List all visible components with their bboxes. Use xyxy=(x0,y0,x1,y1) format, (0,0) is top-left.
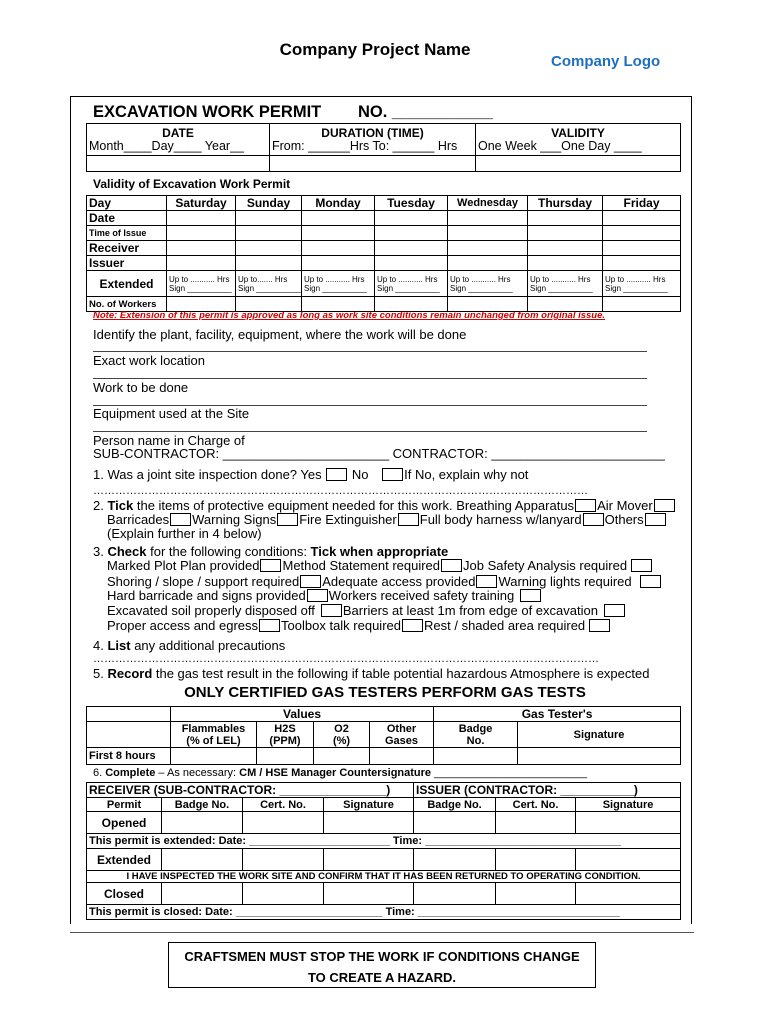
closed-receiver-signature[interactable] xyxy=(324,883,414,905)
opened-receiver-signature[interactable] xyxy=(324,812,414,834)
plant-line[interactable] xyxy=(93,351,647,352)
issuer-signature-col-header: Signature xyxy=(576,798,681,812)
q2-explain: (Explain further in 4 below) xyxy=(107,526,262,541)
pct-label: (%) xyxy=(332,734,351,747)
time-cell-wed[interactable] xyxy=(448,226,528,241)
date-label: DATE xyxy=(162,125,194,140)
weekly-validity-table xyxy=(86,195,681,312)
warning-line-1: CRAFTSMEN MUST STOP THE WORK IF CONDITIONS CHANGE xyxy=(184,949,580,964)
tuesday-header: Tuesday xyxy=(375,196,448,211)
permit-number: NO. ___________ xyxy=(357,103,493,121)
row-label-time-of-issue: Time of Issue xyxy=(87,226,167,241)
fire-extinguisher-label: Fire Extinguisher xyxy=(299,512,397,527)
equipment-line[interactable] xyxy=(93,431,647,432)
q5-num: 5. xyxy=(93,666,108,681)
validity-value: One Week ___One Day ____ xyxy=(478,138,642,153)
validity-heading: Validity of Excavation Work Permit xyxy=(93,177,291,191)
row-label-no-of-workers: No. of Workers xyxy=(87,297,167,312)
o2-header xyxy=(314,722,370,748)
closed-issuer-cert[interactable] xyxy=(496,883,576,905)
badge-label: Badge xyxy=(458,722,493,735)
jsa-checkbox[interactable] xyxy=(631,559,652,572)
h2s-value[interactable] xyxy=(257,748,314,765)
barricades-checkbox[interactable] xyxy=(170,513,191,526)
access-label: Adequate access provided xyxy=(322,574,476,589)
excavated-soil-label: Excavated soil properly disposed off xyxy=(107,603,315,618)
q3-bold2: Tick when appropriate xyxy=(310,544,449,559)
closed-issuer-badge[interactable] xyxy=(414,883,496,905)
question-1 xyxy=(93,467,528,482)
opened-receiver-cert[interactable] xyxy=(243,812,324,834)
saturday-header: Saturday xyxy=(167,196,236,211)
receiver-cert-col-header: Cert. No. xyxy=(243,798,324,812)
extended-upto: Up to ........... Hrs xyxy=(169,274,230,284)
form-bottom-rule xyxy=(70,932,694,933)
time-cell-sun[interactable] xyxy=(236,226,302,241)
opened-issuer-badge[interactable] xyxy=(414,812,496,834)
permit-title xyxy=(93,103,493,122)
work-label: Work to be done xyxy=(93,380,189,395)
issuer-cell-sun[interactable] xyxy=(236,256,302,271)
ppm-label: (PPM) xyxy=(269,734,301,747)
closed-label: Closed xyxy=(87,883,162,905)
receiver-cell-sat[interactable] xyxy=(167,241,236,256)
location-label: Exact work location xyxy=(93,353,205,368)
issuer-cell-sat[interactable] xyxy=(167,256,236,271)
badge-no-label: No. xyxy=(466,734,485,747)
q4-bold: List xyxy=(107,638,131,653)
badge-header xyxy=(434,722,518,748)
warning-line-2: TO CREATE A HAZARD. xyxy=(307,970,457,985)
extended-upto: Up to ........... Hrs xyxy=(304,274,365,284)
extended-sign: Sign __________ xyxy=(450,283,513,293)
flammables-value[interactable] xyxy=(171,748,257,765)
duration-cell[interactable] xyxy=(270,124,476,156)
gas-test-heading: ONLY CERTIFIED GAS TESTERS PERFORM GAS TESTS xyxy=(184,684,586,701)
values-header: Values xyxy=(171,707,434,722)
rest-area-label: Rest / shaded area required xyxy=(424,618,586,633)
date-value: Month____Day____ Year__ xyxy=(89,138,244,153)
extended-cell-sun[interactable] xyxy=(236,271,302,297)
gas-test-table xyxy=(86,706,681,765)
time-cell-mon[interactable] xyxy=(302,226,375,241)
q4-num: 4. xyxy=(93,638,108,653)
hard-barricade-checkbox[interactable] xyxy=(307,589,328,602)
q2-bold: Tick xyxy=(107,498,134,513)
others-label: Others xyxy=(604,512,644,527)
egress-label: Proper access and egress xyxy=(107,618,259,633)
row-label-extended: Extended xyxy=(87,271,167,297)
issuer-cell-fri[interactable] xyxy=(603,256,681,271)
permit-col-header: Permit xyxy=(87,798,162,812)
q5-text: the gas test result in the following if table potential hazardous Atmosphere is expected xyxy=(152,666,650,681)
extended-sign: Sign __________ xyxy=(304,283,367,293)
q2-items-row xyxy=(107,512,667,527)
validity-extra-cell[interactable] xyxy=(476,156,681,172)
signature-header: Signature xyxy=(518,722,681,748)
receiver-cell-wed[interactable] xyxy=(448,241,528,256)
date-duration-validity-table xyxy=(86,123,681,172)
extended-cell-wed[interactable] xyxy=(448,271,528,297)
issuer-header: ISSUER (CONTRACTOR: ___________) xyxy=(414,783,681,798)
harness-label: Full body harness w/lanyard xyxy=(419,512,582,527)
extension-note: Note: Extension of this permit is approved as long as work site conditions remain unchanged from original issue. xyxy=(93,310,606,321)
receiver-cell-thu[interactable] xyxy=(528,241,603,256)
q6-text: – As necessary: xyxy=(155,767,240,779)
barriers-checkbox[interactable] xyxy=(604,604,625,617)
q6-bold: Complete xyxy=(105,767,156,779)
plot-plan-label: Marked Plot Plan provided xyxy=(107,558,260,573)
q1-no-checkbox[interactable] xyxy=(382,468,403,481)
receiver-cell-fri[interactable] xyxy=(603,241,681,256)
time-cell-sat[interactable] xyxy=(167,226,236,241)
method-statement-checkbox[interactable] xyxy=(441,559,462,572)
jsa-label: Job Safety Analysis required xyxy=(463,558,628,573)
badge-value[interactable] xyxy=(434,748,518,765)
extended-upto: Up to ........... Hrs xyxy=(605,274,666,284)
extended-issuer-signature[interactable] xyxy=(576,849,681,871)
hard-barricade-label: Hard barricade and signs provided xyxy=(107,588,306,603)
other-gases-header xyxy=(370,722,434,748)
receiver-header: RECEIVER (SUB-CONTRACTOR: ________________) xyxy=(87,783,414,798)
receiver-cell-mon[interactable] xyxy=(302,241,375,256)
validity-cell[interactable] xyxy=(476,124,681,156)
permit-title-text: EXCAVATION WORK PERMIT xyxy=(93,103,322,121)
extended-cell-mon[interactable] xyxy=(302,271,375,297)
time-cell-thu[interactable] xyxy=(528,226,603,241)
gas-blank-header xyxy=(87,707,171,722)
company-logo: Company Logo xyxy=(551,53,661,70)
q5-bold: Record xyxy=(107,666,153,681)
gas-blank-subheader xyxy=(87,722,171,748)
row-label-receiver: Receiver xyxy=(87,241,167,256)
duration-extra-cell[interactable] xyxy=(270,156,476,172)
flammables-label: Flammables xyxy=(181,722,246,735)
extended-cell-tue[interactable] xyxy=(375,271,448,297)
duration-value: From: ______Hrs To: ______ Hrs xyxy=(272,138,458,153)
air-mover-checkbox[interactable] xyxy=(654,499,675,512)
issuer-cell-tue[interactable] xyxy=(375,256,448,271)
extended-sign: Sign __________ xyxy=(238,283,301,293)
day-header: Day xyxy=(87,196,167,211)
q1-explain-dots[interactable]: ……………………………………………………………………………………………………………………… xyxy=(93,485,588,497)
extended-sign: Sign __________ xyxy=(169,283,232,293)
q3-row-5 xyxy=(107,618,611,633)
date-cell-tue[interactable] xyxy=(375,211,448,226)
date-cell-fri[interactable] xyxy=(603,211,681,226)
other-gases-value[interactable] xyxy=(370,748,434,765)
person-label: Person name in Charge of xyxy=(93,433,245,448)
extended-cell-fri[interactable] xyxy=(603,271,681,297)
opened-label: Opened xyxy=(87,812,162,834)
issuer-badge-col-header: Badge No. xyxy=(414,798,496,812)
extended-cell-thu[interactable] xyxy=(528,271,603,297)
extended-receiver-cert[interactable] xyxy=(243,849,324,871)
gas-testers-header: Gas Tester's xyxy=(434,707,681,722)
q1-yes-checkbox[interactable] xyxy=(326,468,347,481)
q6-bold2: CM / HSE Manager Countersignature xyxy=(239,767,432,779)
workers-cell-fri[interactable] xyxy=(603,297,681,312)
extended-upto: Up to....... Hrs xyxy=(238,274,288,284)
q3-row-4 xyxy=(107,603,626,618)
q1-no-label: No xyxy=(351,467,369,482)
h2s-header xyxy=(257,722,314,748)
time-cell-tue[interactable] xyxy=(375,226,448,241)
extended-label: Extended xyxy=(87,849,162,871)
extended-sign: Sign __________ xyxy=(530,283,593,293)
flammables-header xyxy=(171,722,257,748)
row-label-issuer: Issuer xyxy=(87,256,167,271)
friday-header: Friday xyxy=(603,196,681,211)
date-extra-cell[interactable] xyxy=(87,156,270,172)
opened-issuer-signature[interactable] xyxy=(576,812,681,834)
barricades-label: Barricades xyxy=(107,512,170,527)
h2s-label: H2S xyxy=(274,722,296,735)
gases-label: Gases xyxy=(385,734,419,747)
equipment-label: Equipment used at the Site xyxy=(93,406,250,421)
date-cell-mon[interactable] xyxy=(302,211,375,226)
issuer-cert-col-header: Cert. No. xyxy=(496,798,576,812)
q3-row-3 xyxy=(107,588,542,603)
subcontractor-contractor-line[interactable]: SUB-CONTRACTOR: _______________________ CONTRACTOR: ________________________ xyxy=(93,446,665,461)
extended-issuer-cert[interactable] xyxy=(496,849,576,871)
duration-label: DURATION (TIME) xyxy=(321,125,424,140)
q3-row-2 xyxy=(107,574,662,589)
opened-receiver-badge[interactable] xyxy=(162,812,243,834)
plant-label: Identify the plant, facility, equipment, where the work will be done xyxy=(93,327,467,342)
issuer-cell-mon[interactable] xyxy=(302,256,375,271)
validity-label: VALIDITY xyxy=(551,125,605,140)
q1-explain-label: If No, explain why not xyxy=(404,467,529,482)
date-cell[interactable] xyxy=(87,124,270,156)
access-checkbox[interactable] xyxy=(476,575,497,588)
q3-num: 3. xyxy=(93,544,108,559)
shoring-label: Shoring / slope / support required xyxy=(107,574,300,589)
time-cell-fri[interactable] xyxy=(603,226,681,241)
q3-row-1 xyxy=(107,558,653,573)
receiver-cell-tue[interactable] xyxy=(375,241,448,256)
safety-training-checkbox[interactable] xyxy=(520,589,541,602)
date-cell-sun[interactable] xyxy=(236,211,302,226)
q3-text: for the following conditions: xyxy=(146,544,311,559)
issuer-cell-wed[interactable] xyxy=(448,256,528,271)
others-checkbox[interactable] xyxy=(645,513,666,526)
fire-extinguisher-checkbox[interactable] xyxy=(398,513,419,526)
location-line[interactable] xyxy=(93,378,647,379)
monday-header: Monday xyxy=(302,196,375,211)
date-cell-thu[interactable] xyxy=(528,211,603,226)
receiver-signature-col-header: Signature xyxy=(324,798,414,812)
shoring-checkbox[interactable] xyxy=(300,575,321,588)
signature-value[interactable] xyxy=(518,748,681,765)
issuer-cell-thu[interactable] xyxy=(528,256,603,271)
countersignature-line[interactable]: _________________________ xyxy=(431,767,588,779)
q4-precautions-dots[interactable]: ………………………………………………………………………………………………………………………… xyxy=(93,653,599,665)
wednesday-header: Wednesday xyxy=(448,196,528,211)
question-5 xyxy=(93,666,649,681)
thursday-header: Thursday xyxy=(528,196,603,211)
rest-area-checkbox[interactable] xyxy=(589,619,610,632)
closed-date-time-line[interactable]: This permit is closed: Date: ________________________ Time: _________________________________ xyxy=(87,905,681,920)
egress-checkbox[interactable] xyxy=(259,619,280,632)
row-label-date: Date xyxy=(87,211,167,226)
o2-label: O2 xyxy=(334,722,349,735)
extended-upto: Up to ........... Hrs xyxy=(377,274,438,284)
opened-issuer-cert[interactable] xyxy=(496,812,576,834)
first-8-hours-label: First 8 hours xyxy=(87,748,171,765)
company-project-name: Company Project Name xyxy=(279,40,471,59)
toolbox-label: Toolbox talk required xyxy=(281,618,401,633)
q6-num: 6. xyxy=(93,767,106,779)
date-cell-sat[interactable] xyxy=(167,211,236,226)
barriers-label: Barriers at least 1m from edge of excavation xyxy=(342,603,598,618)
warning-signs-label: Warning Signs xyxy=(192,512,277,527)
sunday-header: Sunday xyxy=(236,196,302,211)
stop-work-warning-box xyxy=(168,942,596,988)
closed-issuer-signature[interactable] xyxy=(576,883,681,905)
q3-bold: Check xyxy=(107,544,147,559)
receiver-issuer-table xyxy=(86,782,681,920)
air-mover-label: Air Mover xyxy=(597,498,653,513)
question-2 xyxy=(93,498,676,513)
question-3 xyxy=(93,544,448,559)
extended-issuer-badge[interactable] xyxy=(414,849,496,871)
q4-text: any additional precautions xyxy=(130,638,286,653)
extended-sign: Sign __________ xyxy=(605,283,668,293)
inspection-statement: I HAVE INSPECTED THE WORK SITE AND CONFIRM THAT IT HAS BEEN RETURNED TO OPERATING CONDITION. xyxy=(87,871,681,883)
closed-receiver-badge[interactable] xyxy=(162,883,243,905)
extended-receiver-badge[interactable] xyxy=(162,849,243,871)
toolbox-checkbox[interactable] xyxy=(402,619,423,632)
question-6 xyxy=(93,766,587,781)
o2-value[interactable] xyxy=(314,748,370,765)
extended-receiver-signature[interactable] xyxy=(324,849,414,871)
closed-receiver-cert[interactable] xyxy=(243,883,324,905)
harness-checkbox[interactable] xyxy=(583,513,604,526)
lel-label: (% of LEL) xyxy=(186,734,241,747)
question-4 xyxy=(93,638,285,653)
extended-upto: Up to ........... Hrs xyxy=(450,274,511,284)
plot-plan-checkbox[interactable] xyxy=(260,559,281,572)
excavated-soil-checkbox[interactable] xyxy=(321,604,342,617)
safety-training-label: Workers received safety training xyxy=(328,588,515,603)
warning-lights-checkbox[interactable] xyxy=(640,575,661,588)
extended-upto: Up to ........... Hrs xyxy=(530,274,591,284)
q2-text: the items of protective equipment needed for this work. Breathing Apparatus xyxy=(133,498,575,513)
warning-signs-checkbox[interactable] xyxy=(277,513,298,526)
date-cell-wed[interactable] xyxy=(448,211,528,226)
other-label: Other xyxy=(386,722,417,735)
extended-cell-sat[interactable] xyxy=(167,271,236,297)
q2-num: 2. xyxy=(93,498,108,513)
q1-text: 1. Was a joint site inspection done? Yes xyxy=(93,467,322,482)
receiver-badge-col-header: Badge No. xyxy=(162,798,243,812)
method-statement-label: Method Statement required xyxy=(282,558,441,573)
breathing-apparatus-checkbox[interactable] xyxy=(575,499,596,512)
extended-sign: Sign __________ xyxy=(377,283,440,293)
warning-lights-label: Warning lights required xyxy=(498,574,632,589)
receiver-cell-sun[interactable] xyxy=(236,241,302,256)
extended-date-time-line[interactable]: This permit is extended: Date: _______________________ Time: ________________________________ xyxy=(87,834,681,849)
